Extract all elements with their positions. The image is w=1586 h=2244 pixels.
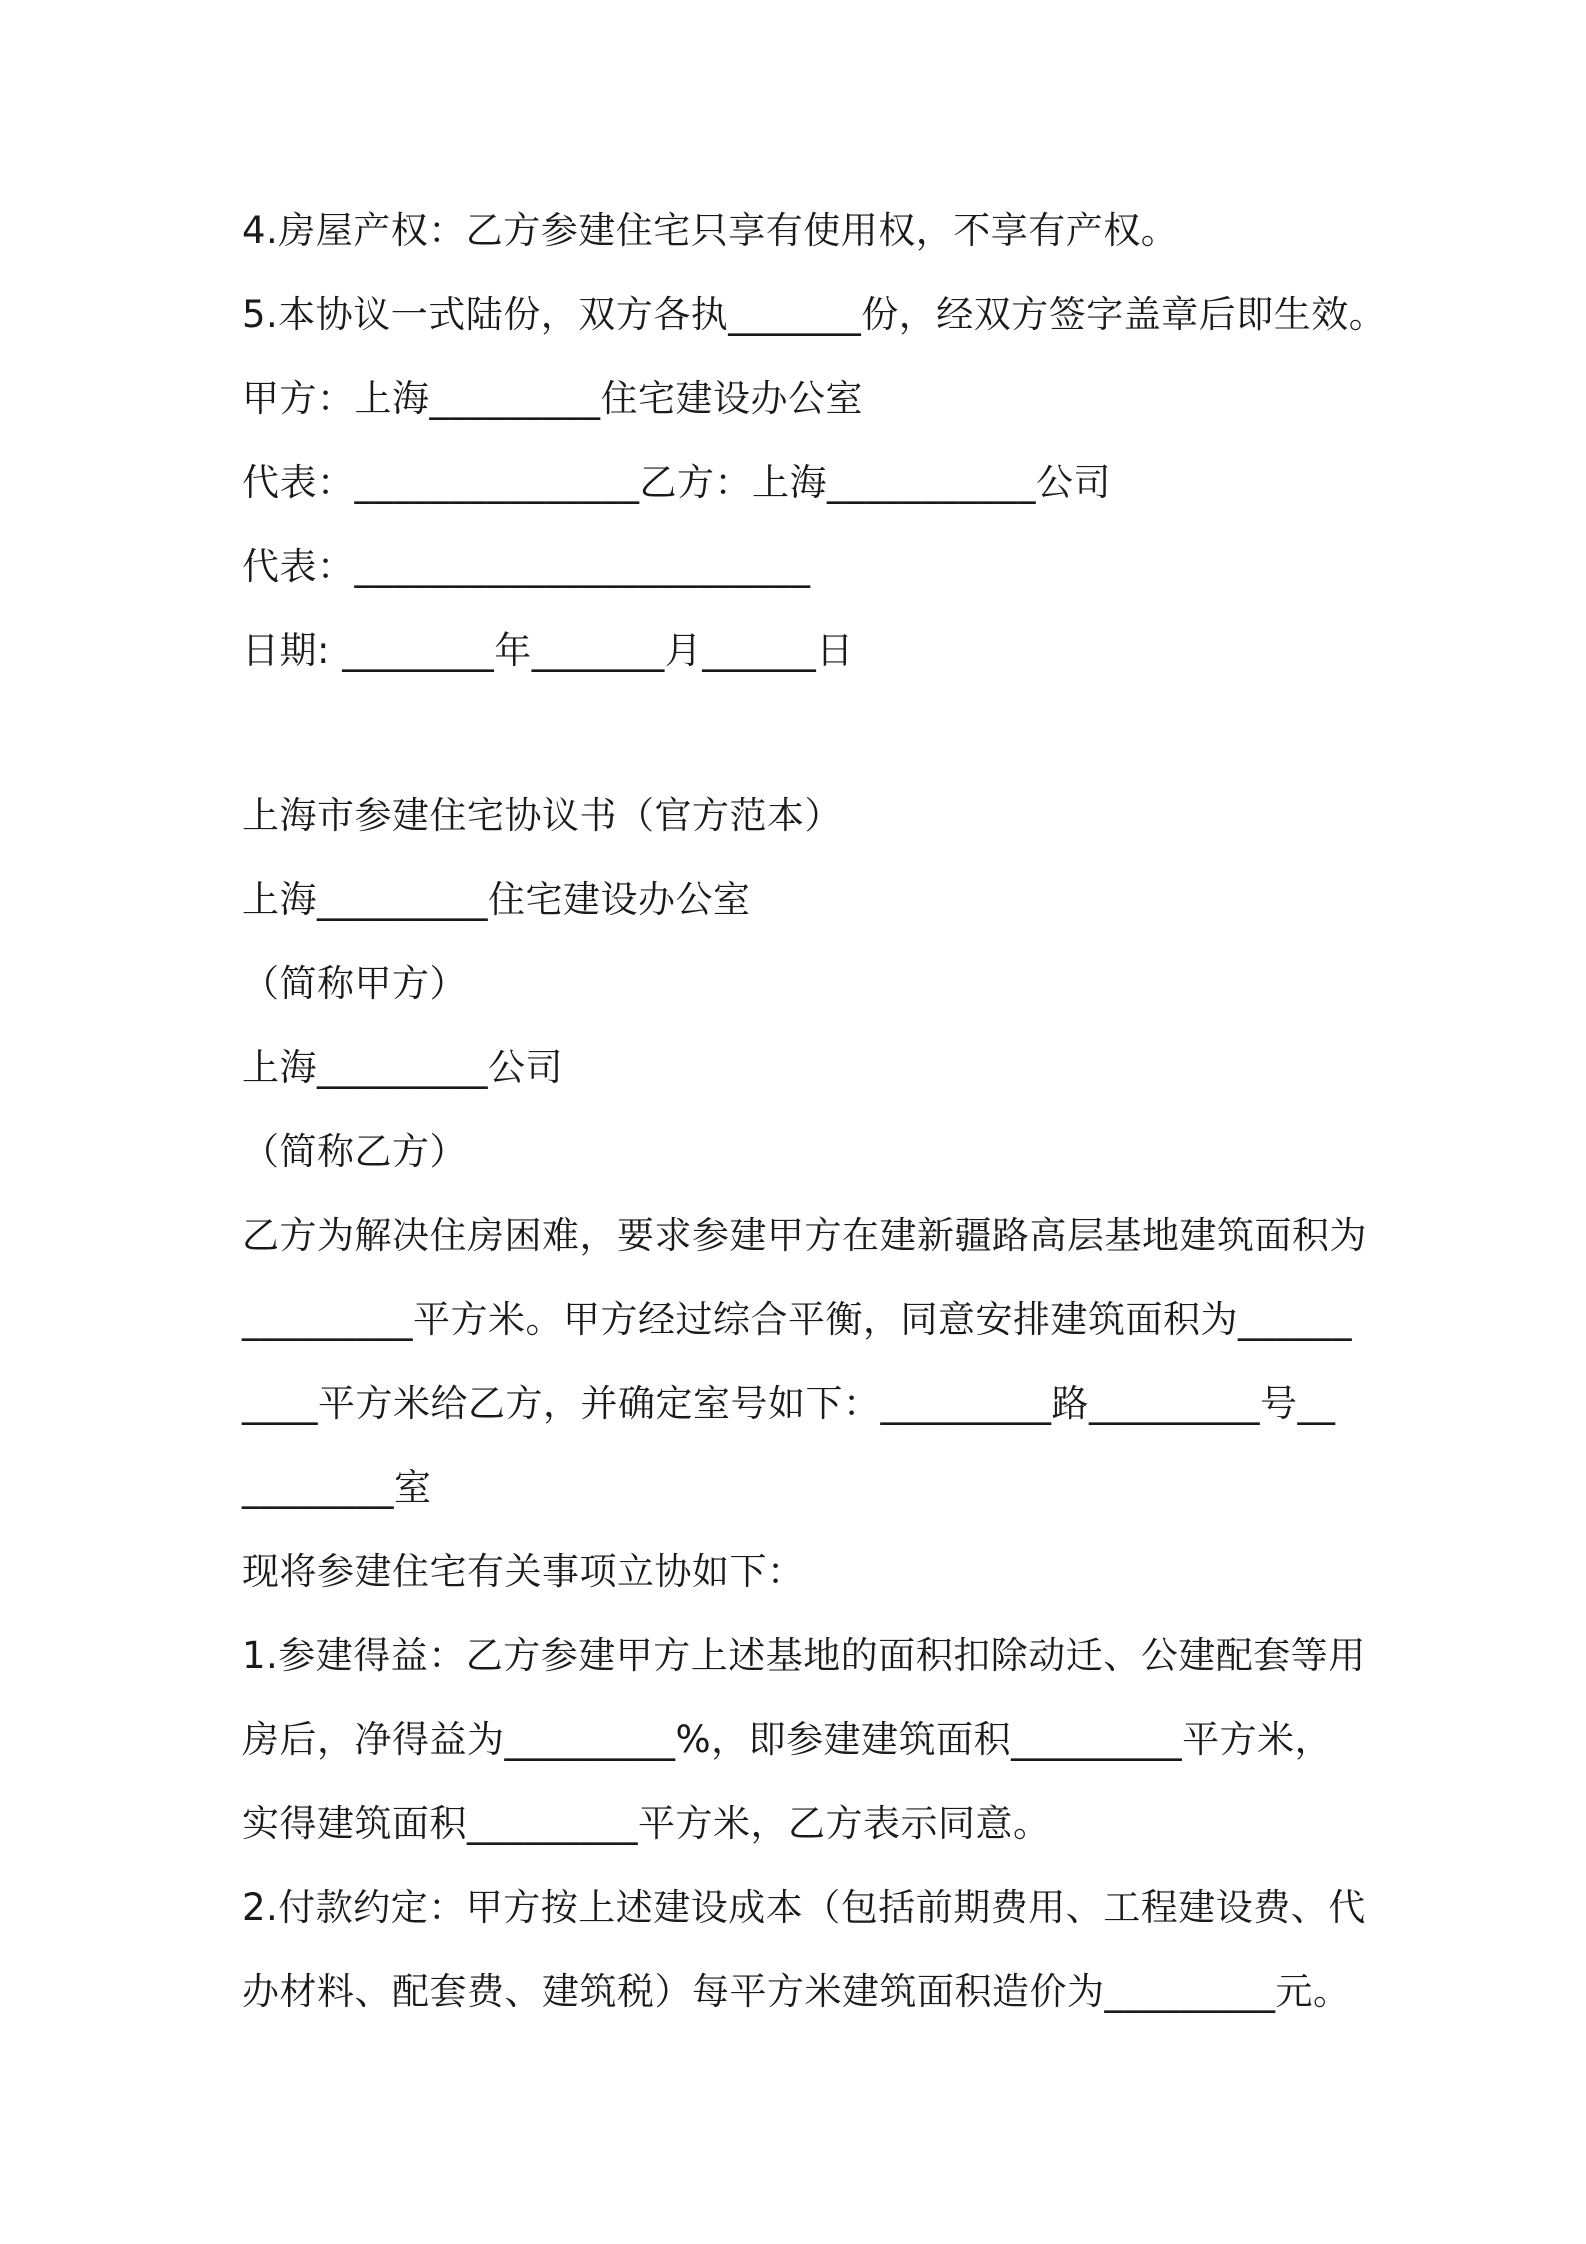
party-a-line: 甲方：上海_________住宅建设办公室 [242,377,863,420]
representative-line: 代表：________________________ [242,545,811,588]
clause-1-line-2: 房后，净得益为_________%，即参建建筑面积_________平方米， [242,1718,1333,1761]
agreement-preface: 现将参建住宅有关事项立协如下： [242,1550,805,1593]
clause-1-line-1: 1.参建得益：乙方参建甲方上述基地的面积扣除动迁、公建配套等用 [242,1634,1366,1677]
representative-party-b-line: 代表：_______________乙方：上海___________公司 [242,461,1111,504]
party-a-name: 上海_________住宅建设办公室 [242,878,751,921]
document-title: 上海市参建住宅协议书（官方范本） [242,794,842,837]
clause-1-line-3: 实得建筑面积_________平方米，乙方表示同意。 [242,1802,1051,1845]
paragraph-intro-line-1: 乙方为解决住房困难，要求参建甲方在建新疆路高层基地建筑面积为 [242,1214,1367,1257]
paragraph-intro-line-3: ____平方米给乙方，并确定室号如下：_________路_________号__ [242,1382,1336,1425]
clause-2-line-2: 办材料、配套费、建筑税）每平方米建筑面积造价为_________元。 [242,1970,1351,2013]
clause-2-line-1: 2.付款约定：甲方按上述建设成本（包括前期费用、工程建设费、代 [242,1886,1366,1929]
party-a-abbreviation: （简称甲方） [242,962,467,1005]
clause-5-copies: 5.本协议一式陆份，双方各执_______份，经双方签字盖章后即生效。 [242,293,1387,336]
paragraph-intro-line-4: ________室 [242,1466,432,1509]
date-line: 日期: ________年_______月______日 [242,629,854,672]
party-b-abbreviation: （简称乙方） [242,1130,467,1173]
party-b-name: 上海_________公司 [242,1046,563,1089]
clause-4-property-rights: 4.房屋产权：乙方参建住宅只享有使用权，不享有产权。 [242,209,1179,252]
paragraph-intro-line-2: _________平方米。甲方经过综合平衡，同意安排建筑面积为______ [242,1298,1352,1341]
